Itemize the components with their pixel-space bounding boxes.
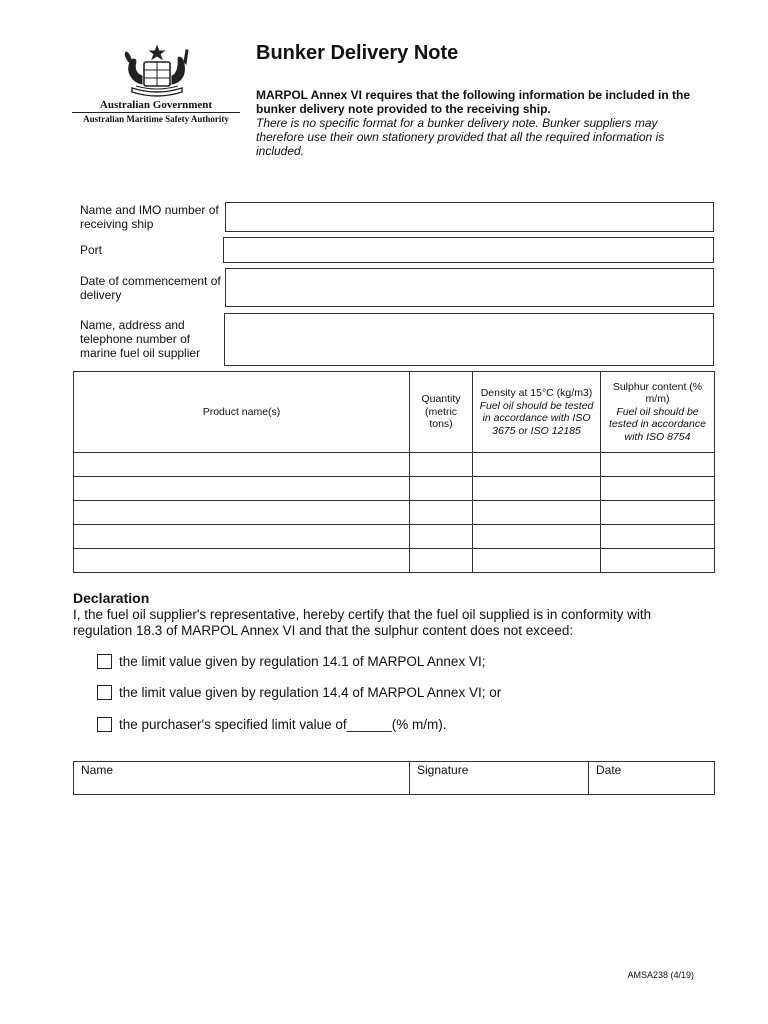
- port-field-input[interactable]: [223, 237, 714, 263]
- products-header-row: [74, 372, 715, 453]
- government-name: Australian Government: [99, 99, 213, 111]
- table-row: [74, 549, 715, 573]
- page-title: Bunker Delivery Note: [256, 42, 459, 64]
- option-2-label: the limit value given by regulation 14.4 of MARPOL Annex VI; or: [119, 685, 502, 700]
- option-3-label: the purchaser's specified limit value of______(% m/m).: [119, 717, 447, 732]
- signature-table: [73, 761, 715, 795]
- option-3-checkbox[interactable]: [97, 717, 112, 732]
- declaration-text: I, the fuel oil supplier's representative, hereby certify that the fuel oil supplied is in conformity with regulation 18.3 of MARPOL Annex VI and that the sulphur content does not exceed:: [73, 607, 652, 638]
- density-cell[interactable]: [473, 525, 601, 549]
- product-cell[interactable]: [74, 453, 410, 477]
- sulphur-header-label: Sulphur content (% m/m): [612, 380, 703, 406]
- density-header-note: Fuel oil should be tested in accordance with ISO 3675 or ISO 12185: [479, 399, 594, 437]
- quantity-header: Quantity (metric tons): [410, 372, 473, 453]
- table-row: [74, 525, 715, 549]
- intro-note: There is no specific format for a bunker delivery note. Bunker suppliers may therefore use their own stationery provided that all the required information is included.: [256, 116, 665, 158]
- intro-text: [256, 88, 706, 158]
- product-cell[interactable]: [74, 477, 410, 501]
- name-cell[interactable]: Name: [74, 762, 410, 795]
- density-cell[interactable]: [473, 453, 601, 477]
- quantity-cell[interactable]: [410, 501, 473, 525]
- quantity-cell[interactable]: [410, 549, 473, 573]
- supplier-field-input[interactable]: [224, 313, 714, 366]
- supplier-field-label: Name, address and telephone number of marine fuel oil supplier: [80, 318, 201, 360]
- declaration-option-2[interactable]: [97, 685, 501, 700]
- declaration-option-1[interactable]: [97, 654, 485, 669]
- density-cell[interactable]: [473, 549, 601, 573]
- coat-of-arms-logo: [112, 44, 202, 100]
- intro-requirement: MARPOL Annex VI requires that the following information be included in the bunker delivery note provided to the receiving ship.: [256, 88, 691, 116]
- option-1-label: the limit value given by regulation 14.1 of MARPOL Annex VI;: [119, 654, 486, 669]
- quantity-cell[interactable]: [410, 453, 473, 477]
- sulphur-cell[interactable]: [601, 525, 715, 549]
- form-code: AMSA238 (4/19): [627, 970, 694, 980]
- quantity-cell[interactable]: [410, 477, 473, 501]
- table-row: [74, 501, 715, 525]
- date-cell[interactable]: Date: [589, 762, 715, 795]
- sulphur-cell[interactable]: [601, 501, 715, 525]
- option-1-checkbox[interactable]: [97, 654, 112, 669]
- products-table: [73, 371, 715, 573]
- density-header-label: Density at 15°C (kg/m3): [480, 387, 593, 399]
- logo-divider: [72, 112, 240, 113]
- density-header: [473, 372, 601, 453]
- table-row: [74, 453, 715, 477]
- sulphur-header-note: Fuel oil should be tested in accordance with ISO 8754: [609, 405, 706, 443]
- sulphur-cell[interactable]: [601, 549, 715, 573]
- product-cell[interactable]: [74, 525, 410, 549]
- signature-cell[interactable]: Signature: [410, 762, 589, 795]
- option-2-checkbox[interactable]: [97, 685, 112, 700]
- density-cell[interactable]: [473, 501, 601, 525]
- signature-row: [74, 762, 715, 795]
- date-field-label: Date of commencement of delivery: [80, 274, 221, 302]
- product-cell[interactable]: [74, 501, 410, 525]
- quantity-cell[interactable]: [410, 525, 473, 549]
- agency-name: Australian Maritime Safety Authority: [83, 114, 229, 124]
- density-cell[interactable]: [473, 477, 601, 501]
- declaration-option-3[interactable]: [97, 717, 446, 732]
- product-cell[interactable]: [74, 549, 410, 573]
- sulphur-header: [601, 372, 715, 453]
- sulphur-cell[interactable]: [601, 477, 715, 501]
- product-name-header: Product name(s): [74, 372, 410, 453]
- table-row: [74, 477, 715, 501]
- ship-field-input[interactable]: [225, 202, 714, 232]
- port-field-label: Port: [80, 243, 103, 257]
- date-field-input[interactable]: [225, 268, 714, 307]
- sulphur-cell[interactable]: [601, 453, 715, 477]
- declaration-heading: Declaration: [73, 590, 150, 606]
- ship-field-label: Name and IMO number of receiving ship: [80, 203, 219, 231]
